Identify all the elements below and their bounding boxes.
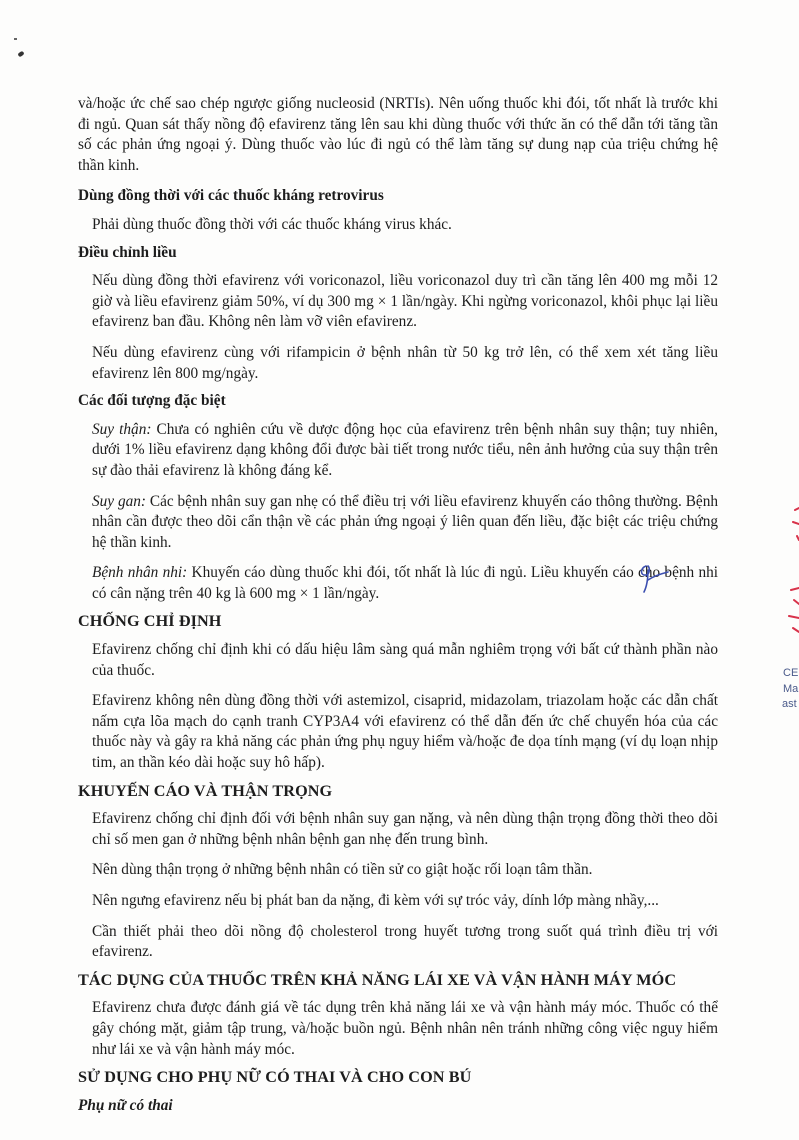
paragraph-warn-3: Nên ngưng efavirenz nếu bị phát ban da nặng, đi kèm với sự tróc vảy, dính lớp màng nhầy,... [92,892,659,909]
edge-text-1: CE [783,667,799,679]
label-renal: Suy thận: [92,420,152,438]
paragraph-combination: Phải dùng thuốc đồng thời với các thuốc kháng virus khác. [92,215,452,233]
paragraph-warn-1: Efavirenz chống chỉ định đối với bệnh nhân suy gan nặng, và nên dùng thận trọng đồng thời theo dõi chỉ số men gan ở những bệnh nhân bệnh gan nhẹ đến trung bình. [92,810,718,848]
paragraph-hepatic [78,492,718,554]
paragraph-pediatric [78,563,718,604]
paragraph-voriconazol: Nếu dùng đồng thời efavirenz với voriconazol, liều voriconazol duy trì cần tăng lên 400 mg mỗi 12 giờ và liều efavirenz giảm 50%, ví dụ 300 mg × 1 lần/ngày. Khi ngừng voriconazol, khôi phục lại liều efavirenz ban đầu. Không nên làm vỡ viên efavirenz. [92,272,718,331]
paragraph-driving: Efavirenz chưa được đánh giá về tác dụng trên khả năng lái xe và vận hành máy móc. Thuốc có thể gây chóng mặt, giảm tập trung, và/hoặc buồn ngủ. Bệnh nhân nên tránh những công việc nguy hiểm như lái xe và vận hành máy móc. [92,999,718,1058]
edge-text-2: Ma [783,683,799,695]
paragraph-renal [78,420,718,482]
scan-speck [17,51,24,58]
stamp-fragment [779,500,799,730]
heading-contraindications: CHỐNG CHỈ ĐỊNH [78,612,222,631]
edge-text-3: ast [782,698,797,710]
label-hepatic: Suy gan: [92,492,146,510]
scan-speck [14,38,17,40]
paragraph-contra-2: Efavirenz không nên dùng đồng thời với astemizol, cisaprid, midazolam, triazolam hoặc các dẫn chất nấm cựa lõa mạch do cạnh tranh CYP3A4 với efavirenz có thể dẫn đến ức chế chuyển hóa của các thuốc này và gây ra khả năng các phản ứng phụ nguy hiểm và/hoặc đe dọa tính mạng (ví dụ loạn nhịp tim, an thần kéo dài hoặc suy hô hấp). [92,692,718,772]
heading-pregnancy: Phụ nữ có thai [78,1096,173,1114]
heading-special-populations: Các đối tượng đặc biệt [78,392,226,410]
paragraph-warn-2: Nên dùng thận trọng ở những bệnh nhân có tiền sử co giật hoặc rối loạn tâm thần. [92,861,593,879]
heading-warnings: KHUYẾN CÁO VÀ THẬN TRỌNG [78,781,333,800]
heading-pregnancy-lactation: SỬ DỤNG CHO PHỤ NỮ CÓ THAI VÀ CHO CON BÚ [78,1068,472,1087]
text-pediatric: Khuyến cáo dùng thuốc khi đói, tốt nhất là lúc đi ngủ. Liều khuyến cáo cho bệnh nhi có cân nặng trên 40 kg là 600 mg × 1 lần/ngày. [92,564,718,602]
heading-driving: TÁC DỤNG CỦA THUỐC TRÊN KHẢ NĂNG LÁI XE VÀ VẬN HÀNH MÁY MÓC [78,970,677,989]
paragraph-warn-4: Cần thiết phải theo dõi nồng độ cholesterol trong huyết tương trong suốt quá trình điều trị với efavirenz. [92,922,718,961]
paragraph-rifampicin: Nếu dùng efavirenz cùng với rifampicin ở bệnh nhân từ 50 kg trở lên, có thể xem xét tăng liều efavirenz lên 800 mg/ngày. [92,343,718,382]
heading-combination-antiretroviral: Dùng đồng thời với các thuốc kháng retrovirus [78,187,384,205]
heading-dose-adjustment: Điều chỉnh liều [78,243,177,261]
paragraph-intro: và/hoặc ức chế sao chép ngược giống nucleosid (NRTIs). Nên uống thuốc khi đói, tốt nhất là trước khi đi ngủ. Quan sát thấy nồng độ efavirenz tăng lên sau khi dùng thuốc với thức ăn có thể dẫn tới tăng tần số các phản ứng ngoại ý. Dùng thuốc vào lúc đi ngủ có thể làm tăng sự dung nạp của triệu chứng hệ thần kinh. [78,95,718,174]
document-body [78,94,718,1116]
text-hepatic: Các bệnh nhân suy gan nhẹ có thể điều trị với liều efavirenz khuyến cáo thông thường. Bệnh nhân cần được theo dõi cẩn thận về các phản ứng ngoại ý liên quan đến liều, đặc biệt các triệu chứng hệ thần kinh. [92,492,718,551]
handwritten-initials-signature [634,560,674,596]
paragraph-contra-1: Efavirenz chống chỉ định khi có dấu hiệu lâm sàng quá mẫn nghiêm trọng với bất cứ thành phần nào của thuốc. [92,641,718,679]
text-renal: Chưa có nghiên cứu về dược động học của efavirenz trên bệnh nhân suy thận; tuy nhiên, dưới 1% liều efavirenz dạng không đổi được bài tiết trong nước tiểu, nên ảnh hưởng của suy thận trên sự đào thải efavirenz là không đáng kể. [92,420,718,479]
label-pediatric: Bệnh nhân nhi: [92,564,188,582]
